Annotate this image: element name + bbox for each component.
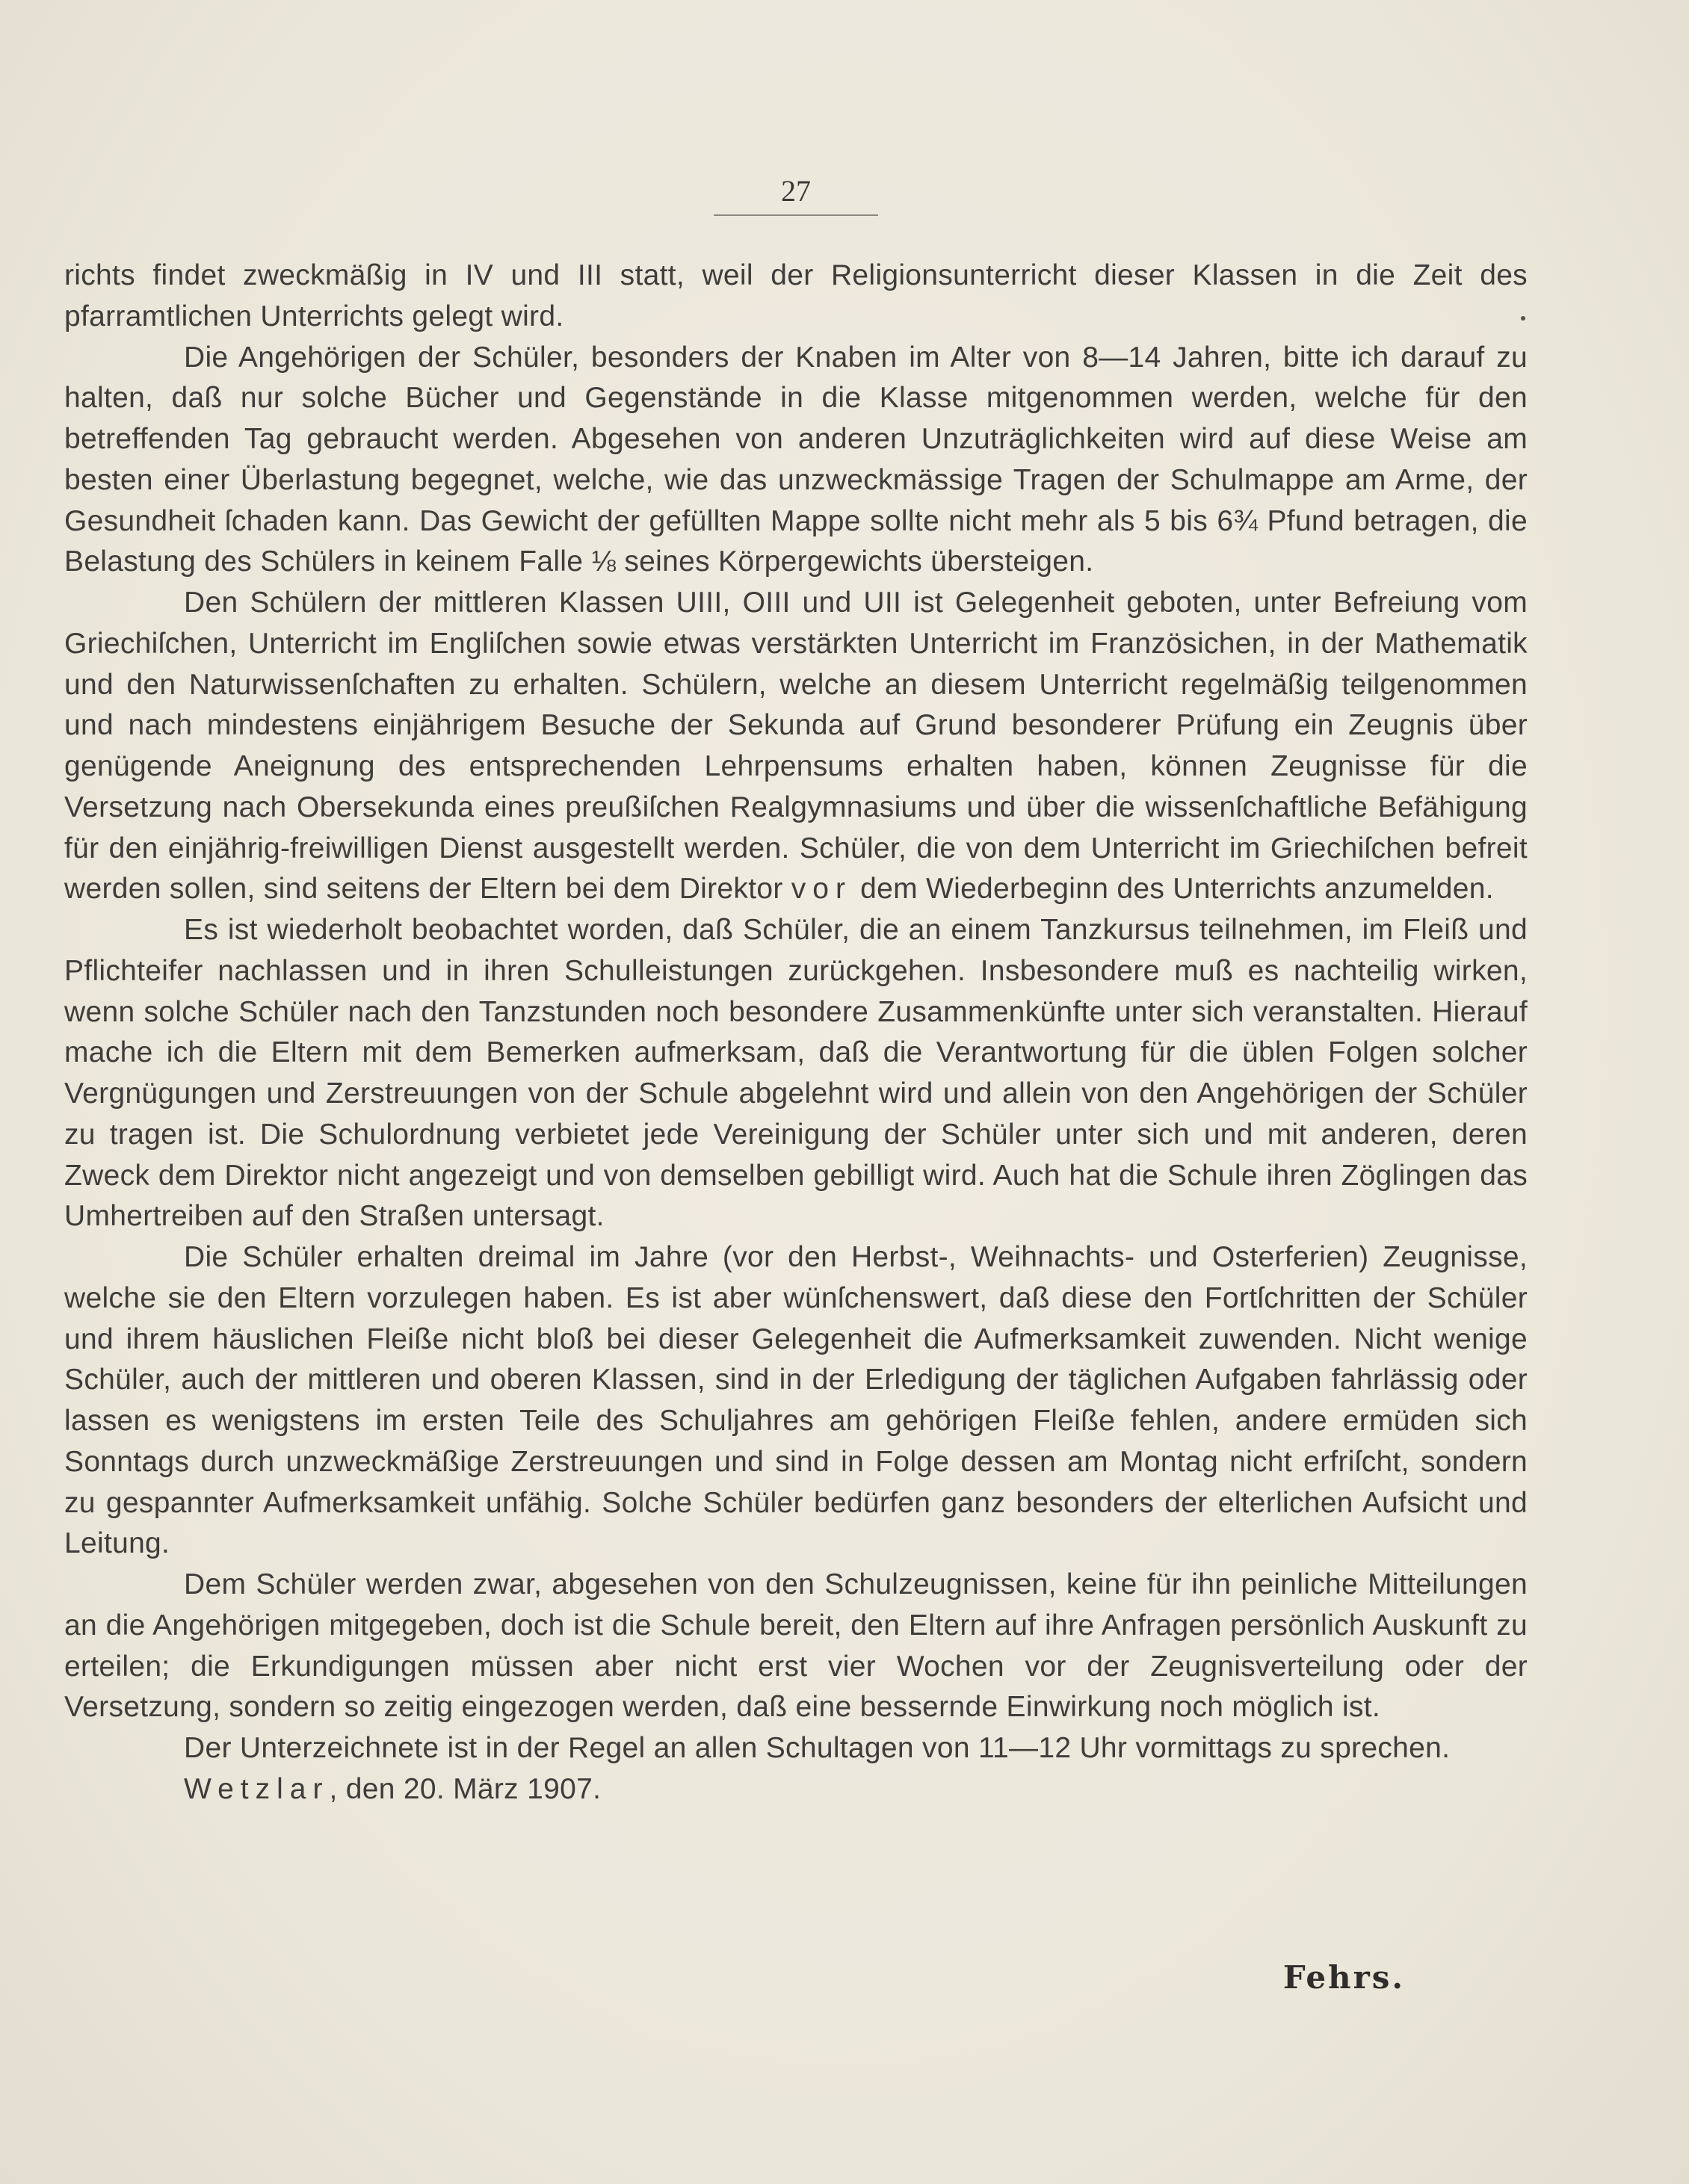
date-text: , den 20. März 1907. xyxy=(329,1772,602,1805)
header-divider xyxy=(714,214,878,216)
paragraph-dance-course: Es ist wiederholt beobachtet worden, daß Schüler, die an einem Tanzkursus teilnehmen, im Fleiß und Pflichteifer nachlassen und in ihren Schulleistungen zurückgehen. Insbesondere muß es nachteilig wirken, wenn solche Schüler nach den Tanzstunden noch besondere Zusammenkünfte unter sich veranstalten. Hierauf mache ich die Eltern mit dem Bemerken aufmerksam, daß die Verantwortung für die üblen Folgen solcher Vergnügungen und Zerstreuungen von der Schule abgelehnt wird und allein von den Angehörigen der Schüler zu tragen ist. Die Schulordnung verbietet jede Vereinigung der Schüler unter sich und mit anderen, deren Zweck dem Direktor nicht angezeigt und von demselben gebilligt wird. Auch hat die Schule ihren Zöglingen das Umhertreiben auf den Straßen untersagt. xyxy=(64,914,1528,1233)
paragraph-parent-inquiries: Dem Schüler werden zwar, abgesehen von den Schulzeugnissen, keine für ihn peinliche Mitteilungen an die Angehörigen mitgegeben, doch ist die Schule bereit, den Eltern auf ihre Anfragen persönlich Auskunft zu erteilen; die Erkundigungen müssen aber nicht erst vier Wochen vor der Zeugnisverteilung oder der Versetzung, sondern so zeitig eingezogen werden, daß eine bessernde Einwirkung noch möglich ist. xyxy=(64,1568,1528,1724)
paragraph-school-bag: Die Angehörigen der Schüler, besonders der Knaben im Alter von 8—14 Jahren, bitte ich darauf zu halten, daß nur solche Bücher und Gegenstände in die Klasse mitgenommen werden, welche für den betreffenden Tag gebraucht werden. Abgesehen von anderen Unzuträglichkeiten wird auf diese Weise am besten einer Überlastung begegnet, welche, wie das unzweckmässige Tragen der Schulmappe am Arme, der Gesundheit ſchaden kann. Das Gewicht der gefüllten Mappe sollte nicht mehr als 5 bis 6¾ Pfund betragen, die Belastung des Schülers in keinem Falle ⅛ seines Körpergewichts übersteigen. xyxy=(64,341,1528,578)
body-text xyxy=(64,256,1528,1810)
paragraph-greek-exemption-end: dem Wiederbeginn des Unterrichts anzumelden. xyxy=(860,873,1494,906)
paragraph-greek-exemption-text: Den Schülern der mittleren Klassen UIII, OIII und UII ist Gelegenheit geboten, unter Befreiung vom Griechiſchen, Unterricht im Engliſchen sowie etwas verstärkten Unterricht im Französichen, in der Mathematik und den Naturwissenſchaften zu erhalten. Schülern, welche an diesem Unterricht regelmäßig teilgenommen und nach mindestens einjährigem Besuche der Sekunda auf Grund besonderer Prüfung ein Zeugnis über genügende Aneignung des entsprechenden Lehrpensums erhalten haben, können Zeugnisse für die Versetzung nach Obersekunda eines preußiſchen Realgymnasiums und über die wissenſchaftliche Befähigung für den einjährig-freiwilligen Dienst ausgestellt werden. Schüler, die von dem Unterricht im Griechiſchen befreit werden sollen, sind seitens der Eltern bei dem Direktor xyxy=(64,587,1528,906)
paragraph-greek-exemption xyxy=(64,583,1528,910)
paragraph-office-hours: Der Unterzeichnete ist in der Regel an allen Schultagen von 11—12 Uhr vormittags zu sprechen. xyxy=(184,1732,1451,1764)
page-number: 27 xyxy=(781,174,811,208)
paragraph-report-cards: Die Schüler erhalten dreimal im Jahre (vor den Herbst-, Weihnachts- und Osterferien) Zeugnisse, welche sie den Eltern vorzulegen haben. Es ist aber wünſchenswert, daß diese den Fortſchritten der Schüler und ihrem häuslichen Fleiße nicht bloß bei dieser Gelegenheit die Aufmerksamkeit zuwenden. Nicht wenige Schüler, auch der mittleren und oberen Klassen, sind in der Erledigung der täglichen Aufgaben fahrlässig oder lassen es wenigstens im ersten Teile des Schuljahres am gehörigen Fleiße fehlen, andere ermüden sich Sonntags durch unzweckmäßige Zerstreuungen und sind in Folge dessen am Montag nicht erfriſcht, sondern zu gespannter Aufmerksamkeit unfähig. Solche Schüler bedürfen ganz besonders der elterlichen Aufsicht und Leitung. xyxy=(64,1241,1528,1560)
signature: Fehrs. xyxy=(1282,1959,1405,1996)
place-and-date xyxy=(64,1769,1528,1810)
paragraph-religion-schedule: richts findet zweckmäßig in IV und III statt, weil der Religionsunterricht dieser Klassen in die Zeit des pfarramtlichen Unterrichts gelegt wird. xyxy=(64,259,1528,332)
emphasis-vor: vor xyxy=(791,873,852,906)
place-name: Wetzlar xyxy=(184,1772,330,1805)
